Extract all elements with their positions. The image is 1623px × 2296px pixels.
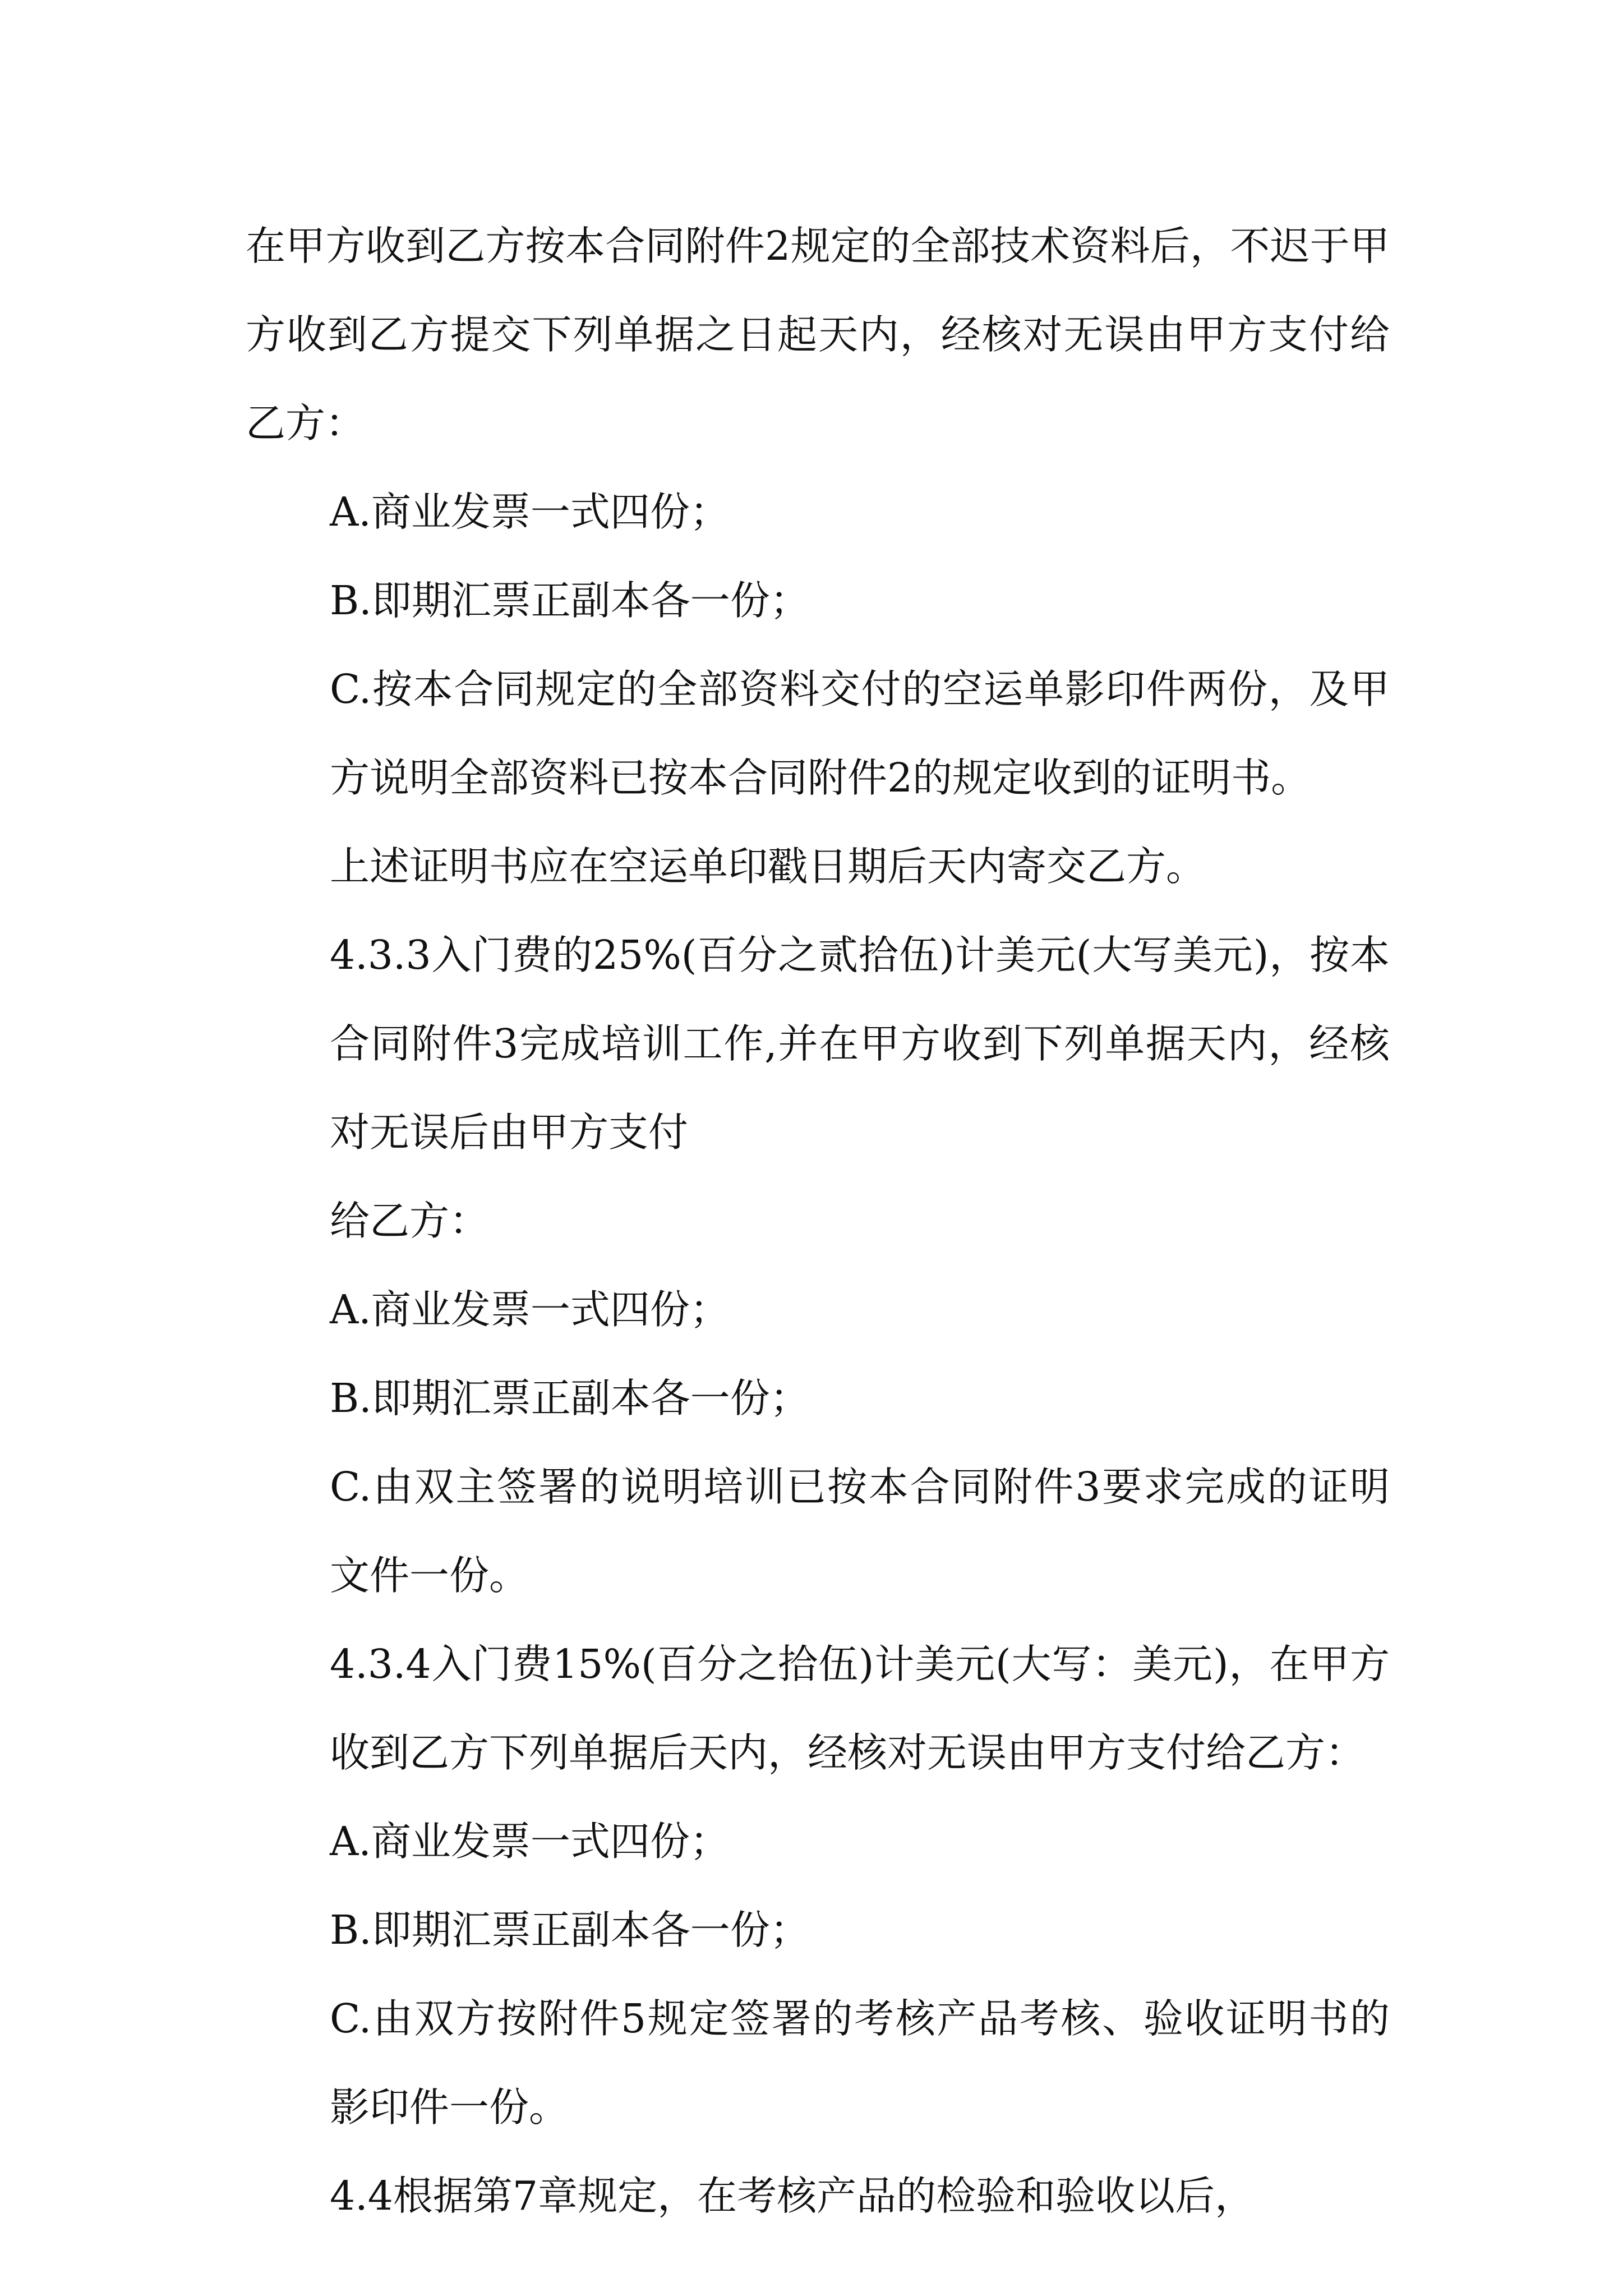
list-item-airway-bill: C.按本合同规定的全部资料交付的空运单影印件两份，及甲方说明全部资料已按本合同附件2的规定收到的证明书。 — [330, 666, 1390, 801]
clause-4-4: 4.4根据第7章规定，在考核产品的检验和验收以后， — [330, 2173, 1255, 2219]
list-item-acceptance-certificate: C.由双方按附件5规定签署的考核产品考核、验收证明书的影印件一份。 — [330, 1995, 1390, 2131]
clause-4-3-3: 4.3.3入门费的25%(百分之贰拾伍)计美元(大写美元)，按本合同附件3完成培训工作,并在甲方收到下列单据天内，经核对无误后由甲方支付 — [330, 932, 1390, 1156]
paragraph-to-party-b: 给乙方： — [330, 1198, 490, 1244]
clause-4-3-4: 4.3.4入门费15%(百分之拾伍)计美元(大写：美元)，在甲方收到乙方下列单据后天内，经核对无误由甲方支付给乙方： — [330, 1641, 1390, 1776]
list-item-invoice: A.商业发票一式四份； — [330, 1818, 730, 1865]
paragraph-payment-terms: 在甲方收到乙方按本合同附件2规定的全部技术资料后，不迟于甲方收到乙方提交下列单据之日起天内，经核对无误由甲方支付给乙方： — [246, 223, 1390, 447]
list-item-invoice: A.商业发票一式四份； — [330, 1286, 730, 1333]
list-item-draft: B.即期汇票正副本各一份； — [330, 1907, 810, 1953]
list-item-invoice: A.商业发票一式四份； — [330, 489, 730, 535]
document-body — [246, 202, 1390, 2240]
paragraph-certificate-note: 上述证明书应在空运单印戳日期后天内寄交乙方。 — [330, 843, 1206, 890]
list-item-draft: B.即期汇票正副本各一份； — [330, 1375, 810, 1421]
list-item-draft: B.即期汇票正副本各一份； — [330, 577, 810, 624]
list-item-training-certificate: C.由双主签署的说明培训已按本合同附件3要求完成的证明文件一份。 — [330, 1464, 1390, 1599]
